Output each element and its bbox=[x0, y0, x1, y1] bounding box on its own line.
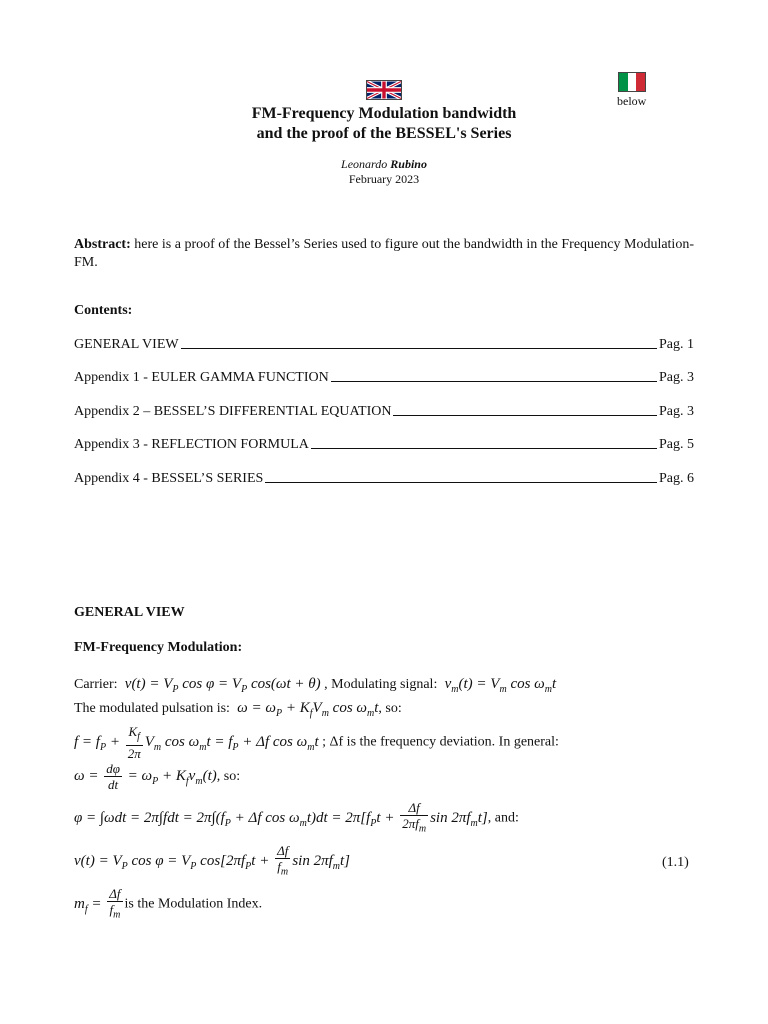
modulation-index-line bbox=[74, 886, 262, 923]
carrier-line bbox=[74, 676, 556, 695]
modulating-equation: $v_m(t) = V_m$ $\cos \omega_mt$ bbox=[440, 676, 557, 695]
pulsation-equation: $\omega = \omega_P + K_fV_m$ $\cos \omega_mt$ bbox=[233, 700, 379, 719]
pulsation-line bbox=[74, 700, 402, 719]
carrier-label: Carrier: bbox=[74, 677, 118, 692]
frequency-line bbox=[74, 724, 559, 761]
toc-item-title: GENERAL VIEW bbox=[74, 337, 179, 352]
author bbox=[0, 157, 768, 172]
toc-leader bbox=[311, 447, 657, 449]
toc-item[interactable] bbox=[74, 471, 694, 487]
toc-leader bbox=[331, 380, 657, 382]
italian-version-link[interactable]: below bbox=[617, 94, 647, 108]
phi-equation: $\varphi = \int\omega dt = 2\pi\int fdt = 2\pi\int(f_P + \Delta f$ $\cos \omega_mt)dt = 2\pi[f_Pt$ + $\frac{\Delta f}{2\pi f_m}$ $\sin 2\pi f_mt$] bbox=[74, 800, 488, 835]
abstract-text: here is a proof of the Bessel’s Series used to figure out the bandwidth in the Frequency Modulation-FM. bbox=[74, 237, 694, 270]
toc-item-title: Appendix 1 - EULER GAMMA FUNCTION bbox=[74, 370, 329, 385]
modulation-index-text: is the Modulation Index. bbox=[124, 896, 263, 912]
toc-item-page: Pag. 6 bbox=[659, 471, 694, 486]
author-first-name: Leonardo bbox=[341, 157, 388, 171]
abstract-label: Abstract: bbox=[74, 237, 131, 252]
pulsation-text: The modulated pulsation is: bbox=[74, 701, 230, 716]
toc-item[interactable] bbox=[74, 337, 694, 353]
frequency-equation: $f = f_P$ + $\frac{K_f}{2\pi}$ $V_m$ $\cos \omega_mt = f_P + \Delta f$ $\cos \omega_mt$ bbox=[74, 724, 319, 761]
section-heading: GENERAL VIEW bbox=[74, 605, 185, 620]
author-last-name: Rubino bbox=[390, 157, 427, 171]
toc-leader bbox=[181, 347, 657, 349]
toc-item[interactable] bbox=[74, 404, 694, 420]
toc-item-page: Pag. 1 bbox=[659, 337, 694, 352]
date: February 2023 bbox=[348, 172, 420, 186]
carrier-equation: $v(t) = V_P$ $\cos \varphi = V_P$ cos(ωt + θ) bbox=[121, 676, 321, 695]
toc-item-page: Pag. 3 bbox=[659, 404, 694, 419]
vt-equation: $v(t) = V_P$ $\cos \varphi = V_P$ $\cos[2\pi f_Pt$ + $\frac{\Delta f}{f_m}$ $\sin 2\pi f_mt$] bbox=[74, 843, 351, 878]
toc-leader bbox=[265, 481, 657, 483]
frequency-deviation-text: ; Δf is the frequency deviation. In general: bbox=[322, 734, 559, 750]
paper-title-line1: FM-Frequency Modulation bandwidth bbox=[251, 105, 517, 122]
paper-title-line2: and the proof of the BESSEL's Series bbox=[256, 125, 512, 142]
section-subheading: FM-Frequency Modulation: bbox=[74, 640, 243, 655]
toc-leader bbox=[393, 414, 657, 416]
toc-item[interactable] bbox=[74, 370, 694, 386]
equation-number: (1.1) bbox=[662, 855, 689, 870]
toc-item-title: Appendix 2 – BESSEL’S DIFFERENTIAL EQUATION bbox=[74, 404, 392, 419]
abstract bbox=[74, 236, 694, 272]
toc-item-page: Pag. 5 bbox=[659, 437, 694, 452]
omega-equation: ω = $\frac{d\varphi}{dt}$ = $\omega_P + K_fv_m(t)$ bbox=[74, 761, 217, 792]
contents-heading: Contents: bbox=[74, 303, 133, 318]
toc-item-title: Appendix 3 - REFLECTION FORMULA bbox=[74, 437, 309, 452]
modulating-label: , Modulating signal: bbox=[324, 677, 438, 692]
so-text-2: , so: bbox=[216, 768, 241, 784]
uk-flag-icon[interactable] bbox=[366, 80, 402, 100]
so-text-1: , so: bbox=[378, 701, 402, 716]
vt-line bbox=[74, 843, 350, 880]
and-text: , and: bbox=[487, 810, 519, 826]
modulation-index-equation: $m_f$ = $\frac{\Delta f}{f_m}$ bbox=[74, 886, 121, 921]
toc-item[interactable] bbox=[74, 437, 694, 453]
toc-item-title: Appendix 4 - BESSEL’S SERIES bbox=[74, 471, 264, 486]
italy-flag-icon[interactable] bbox=[618, 72, 646, 92]
phi-line bbox=[74, 800, 519, 837]
toc-item-page: Pag. 3 bbox=[659, 370, 694, 385]
omega-line bbox=[74, 761, 240, 792]
